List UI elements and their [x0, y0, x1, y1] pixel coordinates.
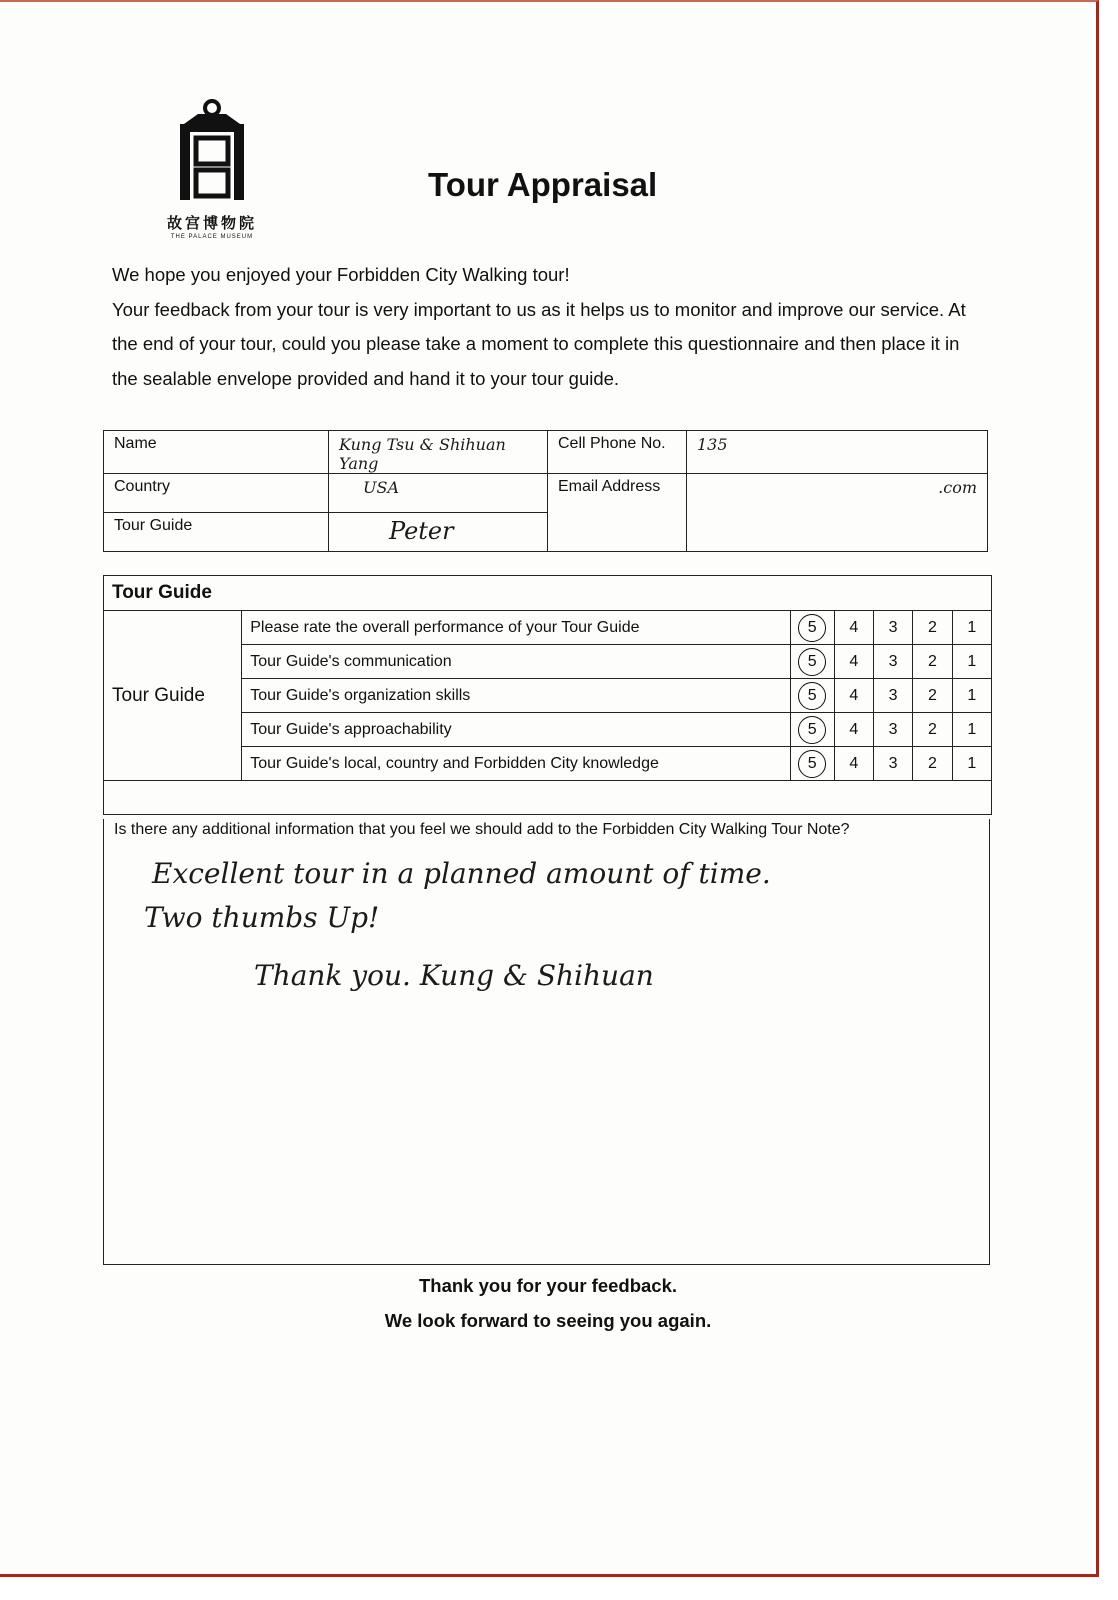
additional-info-box[interactable]: [103, 819, 990, 1265]
rating-option-4[interactable]: 4: [834, 747, 873, 781]
rating-question: Please rate the overall performance of your Tour Guide: [242, 611, 791, 645]
rating-option-1[interactable]: 1: [952, 747, 991, 781]
closing-line-1: Thank you for your feedback.: [418, 1275, 678, 1296]
name-field[interactable]: Kung Tsu & Shihuan Yang: [329, 431, 548, 474]
rating-option-2[interactable]: 2: [913, 747, 952, 781]
rating-option-3[interactable]: 3: [873, 679, 912, 713]
rating-option-2[interactable]: 2: [913, 713, 952, 747]
handwritten-signature-line: Thank you. Kung & Shihuan: [254, 959, 654, 992]
rating-option-3[interactable]: 3: [873, 747, 912, 781]
spacer-row: [104, 781, 992, 815]
rating-option-2[interactable]: 2: [913, 611, 952, 645]
rating-question: Tour Guide's communication: [242, 645, 791, 679]
intro-instructions: Your feedback from your tour is very important to us as it helps us to monitor and improve our service. At the end of your tour, could you please take a moment to complete this questionnaire and then place it in the sealable envelope provided and hand it to your tour guide.: [112, 298, 966, 389]
rating-option-5[interactable]: [790, 679, 834, 713]
email-label: Email Address: [548, 474, 687, 552]
rating-option-1[interactable]: 1: [952, 645, 991, 679]
rating-option-3[interactable]: 3: [873, 645, 912, 679]
guide-field[interactable]: Peter: [329, 513, 548, 552]
name-label: Name: [104, 431, 329, 474]
intro-text: [112, 258, 972, 396]
selected-circle: 5: [798, 750, 826, 778]
closing-line-2: We look forward to seeing you again.: [384, 1310, 712, 1331]
contact-info-table: [103, 430, 988, 552]
rating-option-4[interactable]: 4: [834, 645, 873, 679]
rating-table: [103, 575, 992, 815]
logo-english-name: THE PALACE MUSEUM: [170, 234, 254, 240]
rating-question: Tour Guide's approachability: [242, 713, 791, 747]
rating-option-3[interactable]: 3: [873, 611, 912, 645]
rating-option-1[interactable]: 1: [952, 713, 991, 747]
closing-message: [0, 1268, 1096, 1338]
handwritten-line-1: Excellent tour in a planned amount of time.: [152, 857, 771, 890]
selected-circle: 5: [798, 682, 826, 710]
logo-chinese-name: 故宫博物院: [166, 214, 257, 232]
rating-option-5[interactable]: [790, 611, 834, 645]
phone-label: Cell Phone No.: [548, 431, 687, 474]
rating-option-1[interactable]: 1: [952, 679, 991, 713]
page-title: Tour Appraisal: [428, 166, 658, 203]
rating-option-5[interactable]: [790, 713, 834, 747]
rating-section-title: Tour Guide: [104, 576, 992, 611]
rating-option-3[interactable]: 3: [873, 713, 912, 747]
palace-museum-logo-icon: [174, 98, 250, 202]
country-field[interactable]: USA: [329, 474, 548, 513]
rating-question: Tour Guide's local, country and Forbidden City knowledge: [242, 747, 791, 781]
intro-greeting: We hope you enjoyed your Forbidden City Walking tour!: [112, 264, 570, 285]
selected-circle: 5: [798, 648, 826, 676]
rating-option-4[interactable]: 4: [834, 713, 873, 747]
museum-logo: [148, 98, 276, 248]
rating-option-4[interactable]: 4: [834, 679, 873, 713]
handwritten-line-2: Two thumbs Up!: [144, 901, 380, 934]
rating-option-2[interactable]: 2: [913, 645, 952, 679]
phone-field[interactable]: 135: [687, 431, 988, 474]
guide-label: Tour Guide: [104, 513, 329, 552]
rating-option-4[interactable]: 4: [834, 611, 873, 645]
rating-question: Tour Guide's organization skills: [242, 679, 791, 713]
country-label: Country: [104, 474, 329, 513]
rating-option-5[interactable]: [790, 645, 834, 679]
rating-option-1[interactable]: 1: [952, 611, 991, 645]
rating-option-5[interactable]: [790, 747, 834, 781]
additional-info-question: Is there any additional information that you feel we should add to the Forbidden City Walking Tour Note?: [114, 821, 850, 838]
email-field[interactable]: .com: [687, 474, 988, 552]
rating-row: [104, 611, 992, 645]
selected-circle: 5: [798, 716, 826, 744]
rating-group-label: Tour Guide: [104, 611, 242, 781]
rating-option-2[interactable]: 2: [913, 679, 952, 713]
selected-circle: 5: [798, 614, 826, 642]
